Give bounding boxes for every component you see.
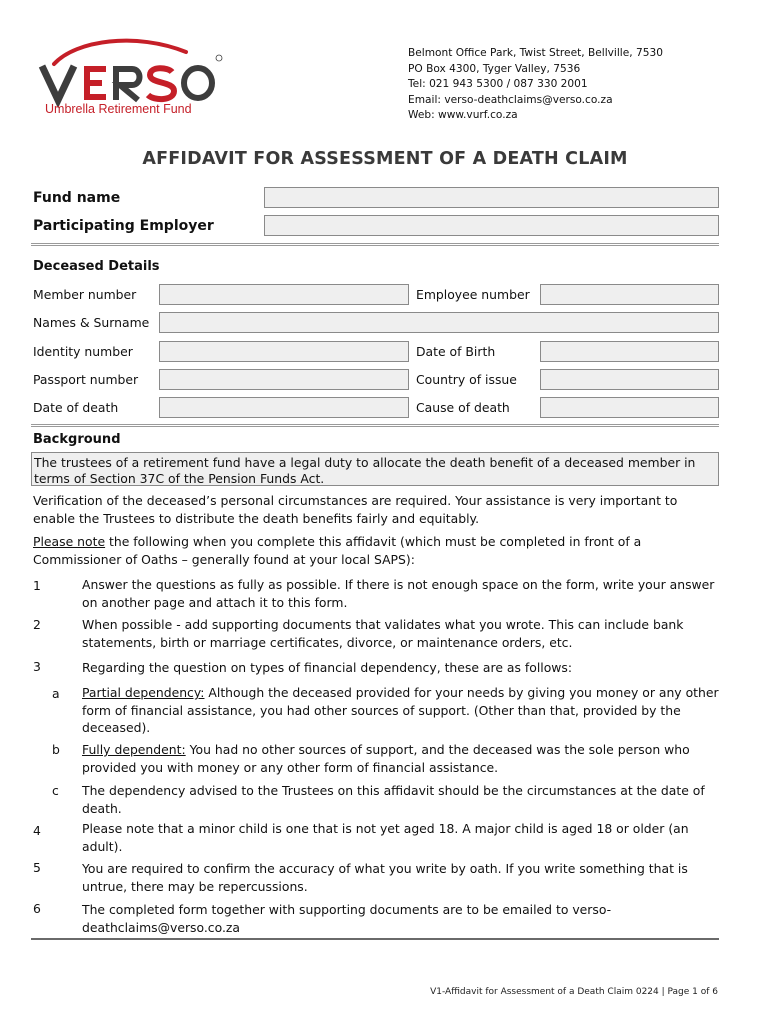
address-line: PO Box 4300, Tyger Valley, 7536 (408, 62, 581, 75)
date-of-death-field[interactable] (159, 397, 409, 418)
background-legal-duty-box: The trustees of a retirement fund have a legal duty to allocate the death benefit of a deceased member in terms of Section 37C of the Pension Funds Act. (31, 452, 719, 486)
employee-number-label: Employee number (416, 287, 530, 302)
instruction-item: Please note that a minor child is one that is not yet aged 18. A major child is aged 18 or older (an adult). (82, 821, 689, 854)
instruction-item: Regarding the question on types of financial dependency, these are as follows: (82, 660, 573, 675)
fund-name-field[interactable] (264, 187, 719, 208)
logo-letter-r (116, 69, 140, 100)
logo-letter-s (148, 68, 174, 99)
item-number: 6 (33, 901, 41, 916)
address-line: Belmont Office Park, Twist Street, Bellville, 7530 (408, 47, 663, 59)
footer-divider (31, 938, 719, 940)
fully-dependent-item (82, 741, 722, 776)
country-of-issue-field[interactable] (540, 369, 719, 390)
date-of-birth-field[interactable] (540, 341, 719, 362)
deceased-details-heading: Deceased Details (33, 259, 160, 274)
page-footer: V1-Affidavit for Assessment of a Death Claim 0224 | Page 1 of 6 (430, 987, 718, 997)
please-note-text: the following when you complete this affidavit (which must be completed in front of a Commissioner of Oaths – generally found at your local SAPS): (33, 534, 642, 567)
logo-letter-o (184, 68, 212, 98)
logo-letter-e (84, 66, 106, 100)
fully-dependent-text: You had no other sources of support, and the deceased was the sole person who provided you with money or any other form of financial assistance. (82, 742, 690, 775)
identity-number-label: Identity number (33, 344, 133, 359)
date-of-death-label: Date of death (33, 400, 119, 415)
address-block (408, 46, 663, 124)
partial-dependency-label: Partial dependency: (82, 685, 205, 700)
verification-paragraph: Verification of the deceased’s personal circumstances are required. Your assistance is very important to enable the Trustees to distribute the death benefits fairly and equitably. (33, 493, 678, 526)
cause-of-death-field[interactable] (540, 397, 719, 418)
identity-number-field[interactable] (159, 341, 409, 362)
item-number: 2 (33, 617, 41, 632)
item-number: 1 (33, 578, 41, 593)
sub-item-letter: b (52, 742, 60, 757)
section-divider (31, 243, 719, 246)
please-note-label: Please note (33, 534, 106, 549)
instruction-item: The completed form together with supporting documents are to be emailed to verso-deathclaims@verso.co.za (82, 902, 612, 935)
item-number: 4 (33, 823, 41, 838)
background-heading: Background (33, 432, 121, 447)
country-of-issue-label: Country of issue (416, 372, 517, 387)
partial-dependency-item (82, 684, 722, 737)
fully-dependent-label: Fully dependent: (82, 742, 186, 757)
section-divider (31, 424, 719, 427)
instruction-item: When possible - add supporting documents that validates what you wrote. This can include bank statements, birth or marriage certificates, divorce, or maintenance orders, etc. (82, 617, 684, 650)
item-number: 3 (33, 659, 41, 674)
sub-item-letter: c (52, 783, 59, 798)
member-number-field[interactable] (159, 284, 409, 305)
logo-letter-v (42, 66, 74, 100)
instruction-item: Answer the questions as fully as possible. If there is not enough space on the form, write your answer on another page and attach it to this form. (82, 577, 715, 610)
registered-mark-icon (216, 55, 222, 61)
cause-of-death-label: Cause of death (416, 400, 510, 415)
telephone-line: Tel: 021 943 5300 / 087 330 2001 (408, 78, 588, 90)
sub-item-letter: a (52, 686, 60, 701)
participating-employer-field[interactable] (264, 215, 719, 236)
email-line: Email: verso-deathclaims@verso.co.za (408, 93, 613, 106)
web-line: Web: www.vurf.co.za (408, 109, 518, 121)
names-surname-field[interactable] (159, 312, 719, 333)
member-number-label: Member number (33, 287, 137, 302)
please-note-paragraph (33, 533, 723, 568)
passport-number-field[interactable] (159, 369, 409, 390)
partial-dependency-text: Although the deceased provided for your needs by giving you money or any other form of financial assistance, you had other sources of support. (Other than that, provided by the deceased). (82, 685, 719, 735)
employee-number-field[interactable] (540, 284, 719, 305)
instruction-item: The dependency advised to the Trustees on this affidavit should be the circumstances at the date of death. (82, 783, 705, 816)
item-number: 5 (33, 860, 41, 875)
names-surname-label: Names & Surname (33, 315, 150, 330)
date-of-birth-label: Date of Birth (416, 344, 496, 359)
document-title: AFFIDAVIT FOR ASSESSMENT OF A DEATH CLAIM (142, 149, 628, 169)
logo-subtitle: Umbrella Retirement Fund (45, 102, 192, 116)
fund-name-label: Fund name (33, 190, 121, 206)
participating-employer-label: Participating Employer (33, 218, 214, 234)
instruction-item: You are required to confirm the accuracy of what you write by oath. If you write something that is untrue, there may be repercussions. (82, 861, 688, 894)
logo-swoosh (54, 41, 186, 64)
passport-number-label: Passport number (33, 372, 139, 387)
